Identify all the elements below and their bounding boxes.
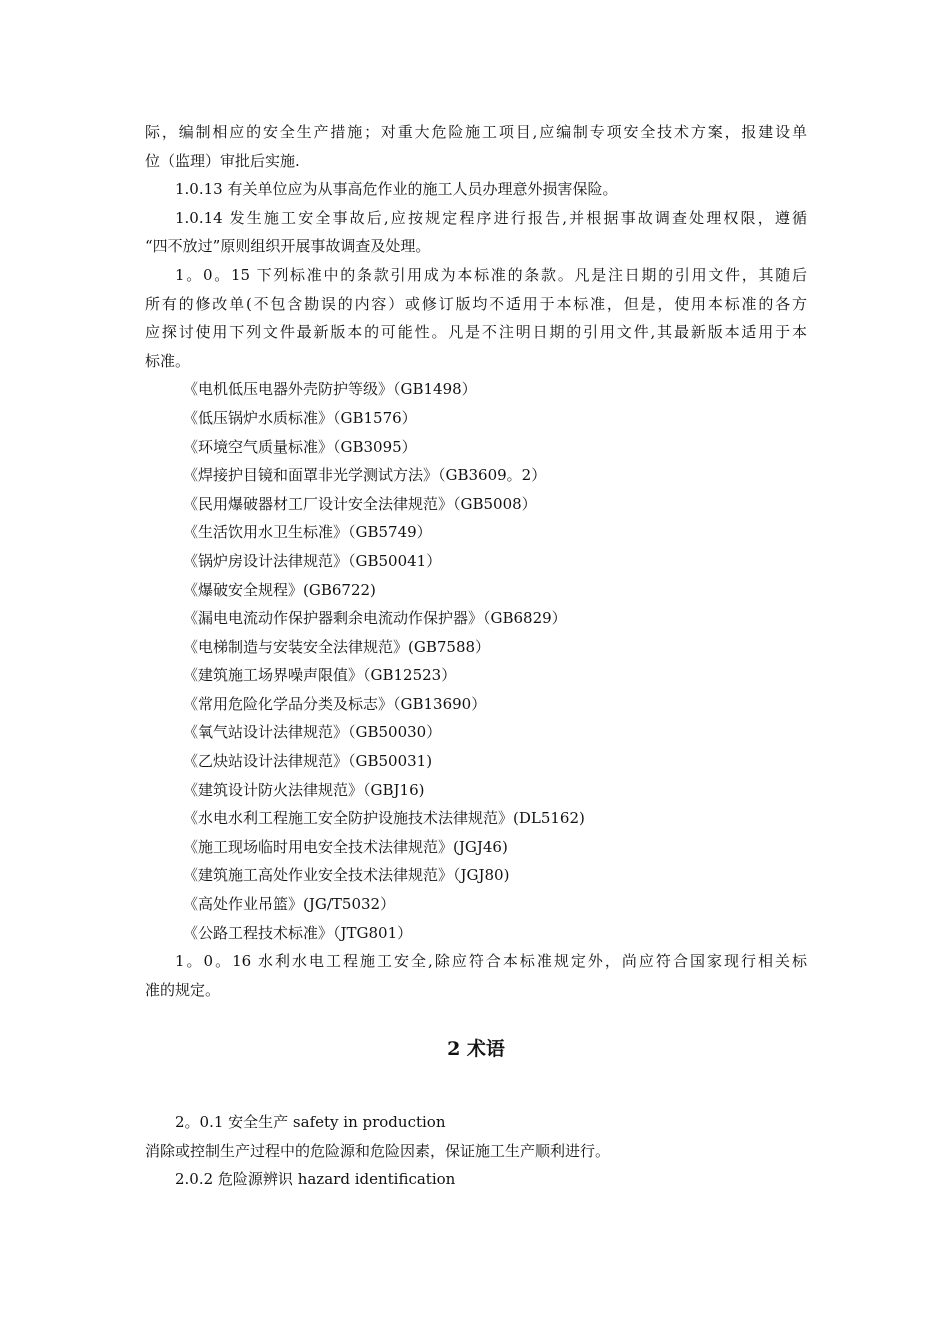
paragraph-line: 准的规定。 xyxy=(145,980,221,999)
paragraph-line: 标准。 xyxy=(145,351,191,370)
reference-item: 《建筑设计防火法律规范》（GBJ16) xyxy=(183,780,425,799)
reference-item: 《锅炉房设计法律规范》（GB50041） xyxy=(183,551,442,570)
reference-item: 《公路工程技术标准》（JTG801） xyxy=(183,923,413,942)
reference-item: 《爆破安全规程》(GB6722) xyxy=(183,580,376,599)
clause-1-0-15: 1。0。15 下列标准中的条款引用成为本标准的条款。凡是注日期的引用文件，其随后 xyxy=(175,265,807,284)
term-2-0-1-title: 2。0.1 安全生产 safety in production xyxy=(175,1113,446,1131)
reference-item: 《环境空气质量标准》（GB3095） xyxy=(183,437,417,456)
reference-item: 《氧气站设计法律规范》（GB50030） xyxy=(183,723,442,742)
reference-item: 《水电水利工程施工安全防护设施技术法律规范》(DL5162) xyxy=(183,809,585,828)
reference-item: 《建筑施工场界噪声限值》（GB12523） xyxy=(183,666,457,685)
paragraph-line: “四不放过”原则组织开展事故调查及处理。 xyxy=(145,237,431,256)
term-2-0-2-title: 2.0.2 危险源辨识 hazard identification xyxy=(175,1170,456,1189)
reference-list xyxy=(145,375,807,947)
reference-item: 《建筑施工高处作业安全技术法律规范》（JGJ80) xyxy=(183,866,510,885)
reference-item: 《施工现场临时用电安全技术法律规范》(JGJ46) xyxy=(183,837,508,856)
term-2-0-1-definition: 消除或控制生产过程中的危险源和危险因素，保证施工生产顺利进行。 xyxy=(145,1141,611,1160)
reference-item: 《焊接护目镜和面罩非光学测试方法》（GB3609。2） xyxy=(183,466,547,485)
paragraph-line: 所有的修改单(不包含勘误的内容）或修订版均不适用于本标准，但是，使用本标准的各方 xyxy=(145,294,807,313)
reference-item: 《乙炔站设计法律规范》（GB50031) xyxy=(183,752,433,771)
reference-item: 《低压锅炉水质标准》（GB1576） xyxy=(183,408,417,427)
reference-item: 《民用爆破器材工厂设计安全法律规范》（GB5008） xyxy=(183,494,537,513)
reference-item: 《漏电电流动作保护器剩余电流动作保护器》（GB6829） xyxy=(183,609,567,628)
paragraph-line: 应探讨使用下列文件最新版本的可能性。凡是不注明日期的引用文件,其最新版本适用于本 xyxy=(145,323,807,342)
reference-item: 《常用危险化学品分类及标志》（GB13690） xyxy=(183,694,487,713)
reference-item: 《生活饮用水卫生标准》（GB5749） xyxy=(183,523,432,542)
paragraph-line: 际，编制相应的安全生产措施；对重大危险施工项目,应编制专项安全技术方案，报建设单 xyxy=(145,123,807,141)
clause-1-0-16: 1。0。16 水利水电工程施工安全,除应符合本标准规定外，尚应符合国家现行相关标 xyxy=(175,952,807,971)
reference-item: 《高处作业吊篮》(JG/T5032） xyxy=(183,895,396,914)
reference-item: 《电机低压电器外壳防护等级》（GB1498） xyxy=(183,380,477,399)
clause-1-0-14: 1.0.14 发生施工安全事故后,应按规定程序进行报告,并根据事故调查处理权限，遵循 xyxy=(175,208,807,227)
document-page xyxy=(145,118,807,1194)
reference-item: 《电梯制造与安装安全法律规范》(GB7588） xyxy=(183,637,491,656)
clause-1-0-13: 1.0.13 有关单位应为从事高危作业的施工人员办理意外损害保险。 xyxy=(175,180,618,199)
section-heading: 2 术语 xyxy=(447,1038,505,1061)
paragraph-line: 位（监理）审批后实施. xyxy=(145,151,300,170)
